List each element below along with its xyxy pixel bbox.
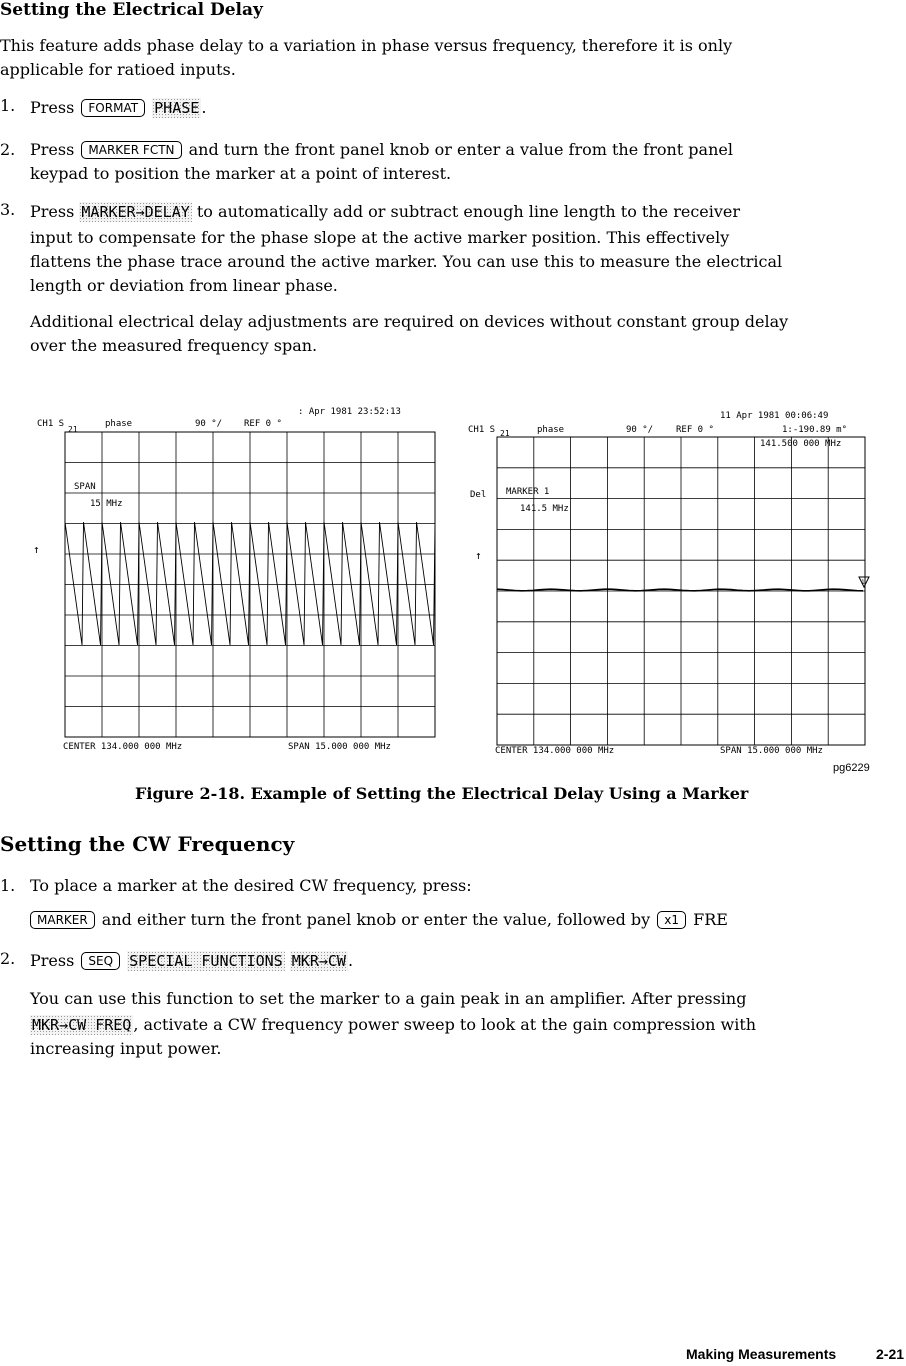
right-marker-readout: 1:-190.89 m° <box>782 425 848 435</box>
note-line1: Additional electrical delay adjustments are required on devices without constant group delay <box>30 312 789 331</box>
figure-analyzer-screens <box>0 395 906 780</box>
seq-key[interactable]: SEQ <box>81 952 120 970</box>
left-span-label: SPAN <box>74 482 96 492</box>
right-del-label: Del <box>470 490 487 500</box>
left-span-value: 15 MHz <box>90 499 123 509</box>
left-span-bottom: SPAN 15.000 000 MHz <box>288 742 391 752</box>
left-center: CENTER 134.000 000 MHz <box>63 742 183 752</box>
right-arrow-icon: ↑ <box>475 549 482 562</box>
svg-text:1: 1 <box>861 579 865 586</box>
cw-para-line2: MKR→CW FREQ , activate a CW frequency power sweep to look at the gain compression with <box>32 1015 757 1034</box>
step-number: 1. <box>0 96 16 115</box>
right-marker-label: MARKER 1 <box>506 487 550 497</box>
right-span-bottom: SPAN 15.000 000 MHz <box>720 746 823 756</box>
step-number: 2. <box>0 140 16 159</box>
marker-fctn-key[interactable]: MARKER FCTN <box>81 141 181 159</box>
figure-caption: Figure 2-18. Example of Setting the Electrical Delay Using a Marker <box>135 784 749 803</box>
marker-delay-softkey[interactable]: MARKER→DELAY <box>81 203 190 221</box>
marker-key[interactable]: MARKER <box>30 911 95 929</box>
step-3-line3: flattens the phase trace around the active marker. You can use this to measure the electrical <box>30 252 783 271</box>
step-3-line2: input to compensate for the phase slope at the active marker position. This effectively <box>30 228 730 247</box>
footer-section: Making Measurements <box>686 1346 837 1362</box>
left-date: : Apr 1981 23:52:13 <box>298 407 401 417</box>
cw-para-line3: increasing input power. <box>30 1039 222 1058</box>
right-marker-value: 141.5 MHz <box>520 504 569 514</box>
step-3-line4: length or deviation from linear phase. <box>30 276 338 295</box>
right-screen <box>468 411 869 756</box>
footer-page-number: 2-21 <box>876 1346 905 1362</box>
right-phase-trace <box>497 589 863 591</box>
right-scale: 90 °/ <box>626 425 654 435</box>
left-arrow-icon: ↑ <box>33 543 40 556</box>
right-center: CENTER 134.000 000 MHz <box>495 746 615 756</box>
phase-softkey[interactable]: PHASE <box>154 99 200 117</box>
right-ref: REF 0 ° <box>676 425 714 435</box>
marker-key-line: MARKER and either turn the front panel knob or enter the value, followed by x1 FRE <box>30 908 728 932</box>
left-channel: CH1 S <box>37 419 65 429</box>
intro-text-line1: This feature adds phase delay to a variation in phase versus frequency, therefore it is only <box>0 36 733 55</box>
left-grid <box>65 432 435 737</box>
marker-triangle-icon <box>859 577 869 587</box>
section-title-cw-frequency: Setting the CW Frequency <box>0 832 295 856</box>
right-subscript: 21 <box>500 429 510 438</box>
step-text: Press <box>30 98 75 117</box>
left-scale: 90 °/ <box>195 419 223 429</box>
step-number: 1. <box>0 876 16 895</box>
left-ref: REF 0 ° <box>244 419 282 429</box>
intro-text-line2: applicable for ratioed inputs. <box>0 60 236 79</box>
x1-key[interactable]: x1 <box>657 911 686 929</box>
note-line2: over the measured frequency span. <box>30 336 318 355</box>
right-marker-frequency: 141.500 000 MHz <box>760 439 842 449</box>
mkr-cw-freq-softkey[interactable]: MKR→CW FREQ <box>32 1016 132 1034</box>
cw-para-line1: You can use this function to set the marker to a gain peak in an amplifier. After pressing <box>30 989 747 1008</box>
special-functions-softkey[interactable]: SPECIAL FUNCTIONS <box>129 952 283 970</box>
mkr-cw-softkey[interactable]: MKR→CW <box>291 952 346 970</box>
left-subscript: 21 <box>68 425 78 434</box>
left-screen <box>33 407 435 752</box>
left-mode: phase <box>105 419 133 429</box>
step-2-line2: keypad to position the marker at a point of interest. <box>30 164 452 183</box>
figure-id: pg6229 <box>833 762 870 774</box>
right-mode: phase <box>537 425 565 435</box>
right-date: 11 Apr 1981 00:06:49 <box>720 411 829 421</box>
section-title-electrical-delay: Setting the Electrical Delay <box>0 0 263 20</box>
format-key[interactable]: FORMAT <box>81 99 145 117</box>
step-number: 2. <box>0 949 16 968</box>
right-channel: CH1 S <box>468 425 496 435</box>
step-number: 3. <box>0 200 16 219</box>
